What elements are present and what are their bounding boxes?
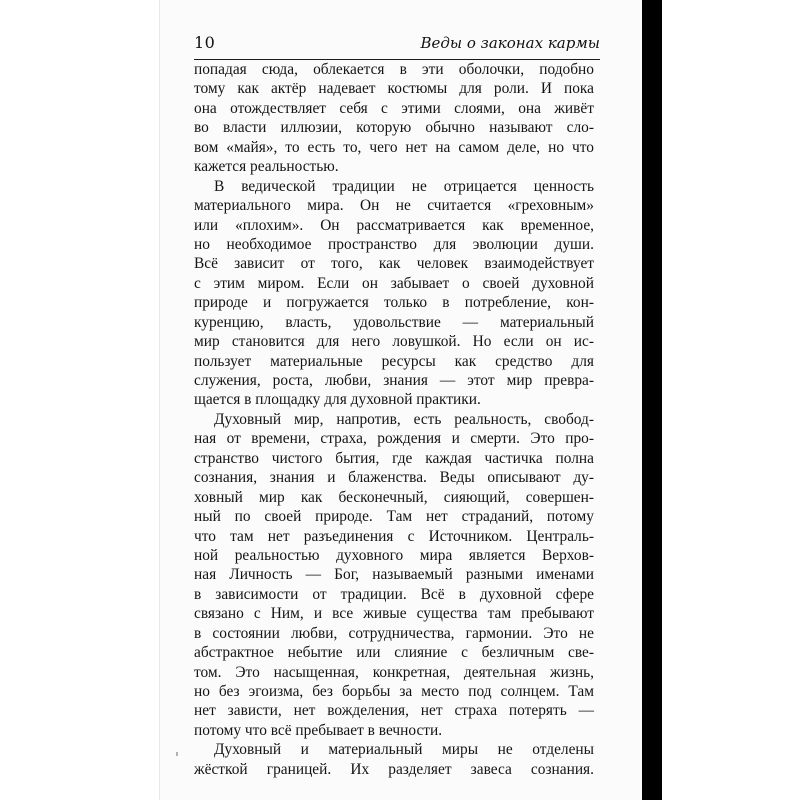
- text-line: вом «майя», то есть то, чего нет на самом деле, но что: [194, 138, 594, 156]
- body-text: [194, 60, 594, 779]
- text-line: в состоянии любви, сотрудничества, гармонии. Это не: [194, 624, 594, 642]
- text-line: странство чистого бытия, где каждая частичка полна: [194, 449, 594, 467]
- text-line: пользует материальные ресурсы как средство для: [194, 352, 594, 370]
- running-title: Веды о законах кармы: [420, 34, 600, 52]
- text-line: она отождествляет себя с этими слоями, она живёт: [194, 99, 594, 117]
- text-line: кажется реальностью.: [194, 158, 339, 176]
- text-line: природе и погружается только в потребление, кон-: [194, 294, 594, 312]
- text-line: или «плохим». Он рассматривается как временное,: [194, 216, 594, 234]
- text-line: сознания, знания и блаженства. Веды описывают ду-: [194, 469, 594, 487]
- text-line: Духовный и материальный миры не отделены: [214, 741, 594, 759]
- text-line: но без эгоизма, без борьбы за место под солнцем. Там: [194, 683, 594, 700]
- text-line: во власти иллюзии, которую обычно называют сло-: [194, 119, 594, 137]
- text-line: Всё зависит от того, как человек взаимодействует: [194, 255, 594, 273]
- text-line: в зависимости от традиции. Всё в духовной сфере: [194, 585, 594, 603]
- text-line: материального мира. Он не считается «греховным»: [194, 197, 594, 215]
- text-line: с этим миром. Если он забывает о своей духовной: [194, 274, 594, 292]
- text-line: Духовный мир, напротив, есть реальность, свобод-: [214, 410, 594, 428]
- text-line: тому как актёр надевает костюмы для роли. И пока: [194, 80, 594, 98]
- text-line: но необходимое пространство для эволюции души.: [194, 235, 594, 253]
- scan-speck: [176, 752, 178, 756]
- text-line: попадая сюда, облекается в эти оболочки, подобно: [194, 61, 594, 78]
- text-line: куренцию, власть, удовольствие — материальный: [194, 313, 594, 331]
- text-line: нет зависти, нет вожделения, нет страха потерять —: [194, 702, 594, 720]
- text-line: ной реальностью духовного мира является Верхов-: [194, 546, 594, 564]
- text-line: что там нет разъединения с Источником. Централь-: [194, 527, 594, 545]
- page-edge-shadow: [642, 0, 662, 800]
- text-line: ная от времени, страха, рождения и смерти. Это про-: [194, 430, 594, 448]
- text-line: мир становится для него ловушкой. Но если он ис-: [194, 333, 594, 351]
- text-line: потому что всё пребывает в вечности.: [194, 721, 443, 739]
- text-line: жёсткой границей. Их разделяет завеса сознания.: [194, 760, 594, 778]
- text-line: ная Личность — Бог, называемый разными именами: [194, 566, 594, 584]
- running-header: [194, 31, 600, 60]
- text-line: ный по своей природе. Там нет страданий, потому: [194, 508, 594, 526]
- text-line: том. Это насыщенная, конкретная, деятельная жизнь,: [194, 663, 594, 681]
- text-line: В ведической традиции не отрицается ценность: [214, 177, 594, 195]
- page-number: 10: [194, 33, 216, 52]
- text-line: служения, роста, любви, знания — этот мир превра-: [194, 372, 594, 389]
- text-line: щается в площадку для духовной практики.: [194, 391, 481, 409]
- text-line: связано с Ним, и все живые существа там пребывают: [194, 605, 594, 623]
- text-line: абстрактное небытие или слияние с безличным све-: [194, 644, 594, 662]
- text-line: ховный мир как бесконечный, сияющий, совершен-: [194, 488, 594, 506]
